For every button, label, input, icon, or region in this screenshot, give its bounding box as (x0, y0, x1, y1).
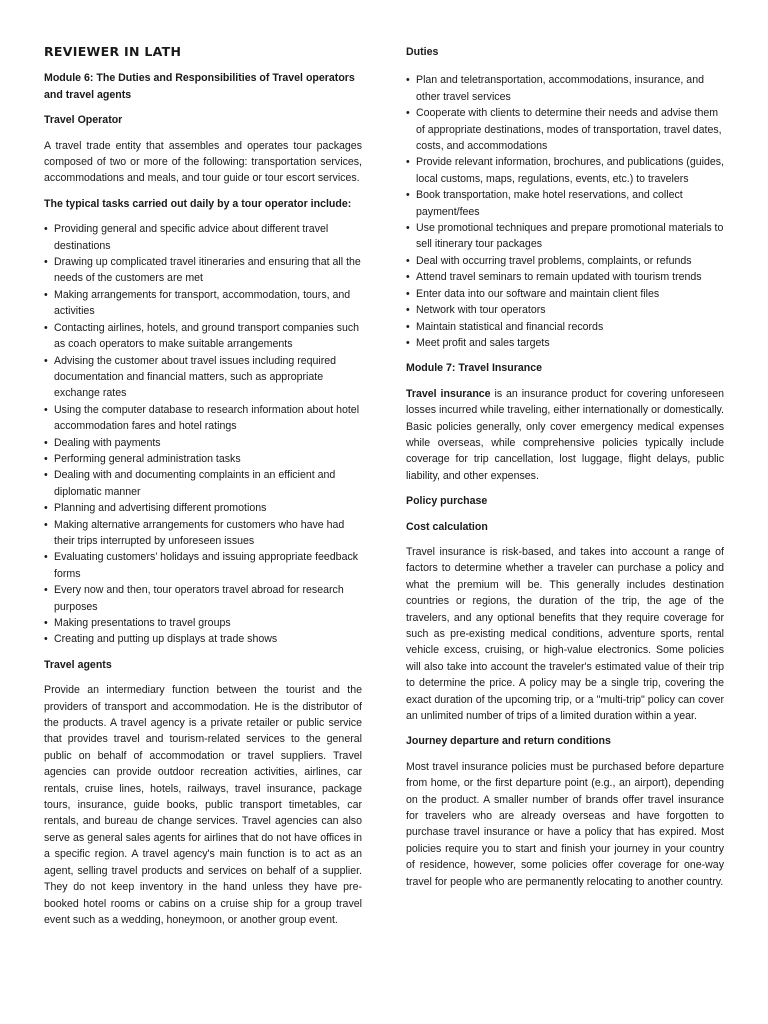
travel-agents-heading: Travel agents (44, 658, 112, 671)
duties-list (406, 72, 724, 351)
list-item: • Book transportation, make hotel reservations, and collect payment/fees (406, 187, 724, 220)
travel-insurance-paragraph (406, 386, 724, 484)
travel-operator-paragraph: A travel trade entity that assembles and operates tour packages composed of two or more of the following: transportation services, accommodations and meals, and tour guide or tour escort services. (44, 139, 362, 185)
cost-calculation-heading: Cost calculation (406, 520, 488, 533)
tasks-list (44, 221, 362, 648)
list-item: • Network with tour operators (406, 302, 724, 318)
left-column (44, 44, 362, 937)
travel-agents-paragraph: Provide an intermediary function between the tourist and the providers of transport and accommodation. He is the distributor of the products. A travel agency is a private retailer or public service that provides travel and tourism-related services to the general public on behalf of accommodation or travel suppliers. Travel agencies can provide outdoor recreation activities, airlines, car rentals, cruise lines, hotels, railways, travel insurance, package tours, insurance, guide books, public transport timetables, car rentals, and bureau de change services. Travel agencies can also serve as general sales agents for airlines that do not have offices in a specific region. A travel agency's main function is to act as an agent, selling travel products and services on behalf of a supplier. They do not keep inventory in the hand unless they have pre-booked hotel rooms or cabins on a cruise ship for a group travel event such as a wedding, honeymoon, or another group event. (44, 684, 362, 926)
list-item: • Meet profit and sales targets (406, 335, 724, 351)
policy-purchase-heading: Policy purchase (406, 495, 488, 508)
list-item: • Use promotional techniques and prepare promotional materials to sell itinerary tour packages (406, 220, 724, 253)
list-item: • Attend travel seminars to remain updated with tourism trends (406, 269, 724, 285)
list-item: • Planning and advertising different promotions (44, 500, 362, 516)
list-item: • Plan and teletransportation, accommodations, insurance, and other travel services (406, 72, 724, 105)
list-item: • Maintain statistical and financial records (406, 319, 724, 335)
right-column (406, 44, 724, 899)
list-item: • Cooperate with clients to determine their needs and advise them of appropriate destinations, modes of transportation, travel dates, costs, and accommodations (406, 105, 724, 154)
list-item: • Drawing up complicated travel itineraries and ensuring that all the needs of the customers are met (44, 254, 362, 287)
list-item: • Deal with occurring travel problems, complaints, or refunds (406, 253, 724, 269)
module-6-heading: Module 6: The Duties and Responsibilities of Travel operators and travel agents (44, 72, 355, 101)
duties-heading: Duties (406, 46, 439, 58)
travel-operator-heading: Travel Operator (44, 114, 123, 127)
list-item: • Evaluating customers’ holidays and issuing appropriate feedback forms (44, 549, 362, 582)
list-item: • Dealing with payments (44, 435, 362, 451)
list-item: • Providing general and specific advice about different travel destinations (44, 221, 362, 254)
journey-conditions-paragraph: Most travel insurance policies must be purchased before departure from home, or the first departure point (e.g., an airport), depending on the product. A smaller number of brands offer travel insurance for travelers who are already overseas and have forgotten to purchase travel insurance or have a policy that has expired. Most policies require you to start and finish your journey in your country of residence, however, some policies offer coverage for one-way travel for people who are permanently relocating to another country. (406, 760, 724, 888)
list-item: • Making alternative arrangements for customers who have had their trips interrupted by unforeseen issues (44, 517, 362, 550)
list-item: • Enter data into our software and maintain client files (406, 286, 724, 302)
list-item: • Contacting airlines, hotels, and ground transport companies such as coach operators to make suitable arrangements (44, 320, 362, 353)
journey-conditions-heading: Journey departure and return conditions (406, 735, 611, 748)
list-item: • Advising the customer about travel issues including required documentation and financial matters, such as appropriate exchange rates (44, 353, 362, 402)
list-item: • Provide relevant information, brochures, and publications (guides, local customs, maps, regulations, events, etc.) to travelers (406, 154, 724, 187)
list-item: • Dealing with and documenting complaints in an efficient and diplomatic manner (44, 467, 362, 500)
cost-calculation-paragraph: Travel insurance is risk-based, and takes into account a range of factors to determine whether a traveler can purchase a policy and what the premium will be. This generally includes destination countries or regions, the duration of the trip, the age of the travelers, and any optional benefits that they require coverage for such as pre-existing medical conditions, adventure sports, rental vehicle excess, cruising, or high-value electronics. Some policies will also take into account the traveler's estimated value of their trip to determine the price. A policy may be a single trip, covering the exact duration of the upcoming trip, or a "multi-trip" policy can cover an unlimited number of trips of a limited duration within a year. (406, 545, 724, 723)
tasks-heading: The typical tasks carried out daily by a tour operator include: (44, 197, 352, 210)
module-7-heading: Module 7: Travel Insurance (406, 362, 542, 375)
list-item: • Performing general administration tasks (44, 451, 362, 467)
document-title: REVIEWER IN LATH (44, 44, 182, 59)
travel-insurance-text: is an insurance product for covering unforeseen losses incurred while traveling, either internationally or domestically. Basic policies generally, only cover emergency medical expenses while overseas, while comprehensive policies typically include coverage for trip cancellation, lost luggage, flight delays, public liability, and other expenses. (406, 387, 724, 482)
list-item: • Making presentations to travel groups (44, 615, 362, 631)
list-item: • Creating and putting up displays at trade shows (44, 631, 362, 647)
list-item: • Making arrangements for transport, accommodation, tours, and activities (44, 287, 362, 320)
list-item: • Every now and then, tour operators travel abroad for research purposes (44, 582, 362, 615)
list-item: • Using the computer database to research information about hotel accommodation fares and hotel ratings (44, 402, 362, 435)
travel-insurance-term: Travel insurance (406, 387, 491, 400)
